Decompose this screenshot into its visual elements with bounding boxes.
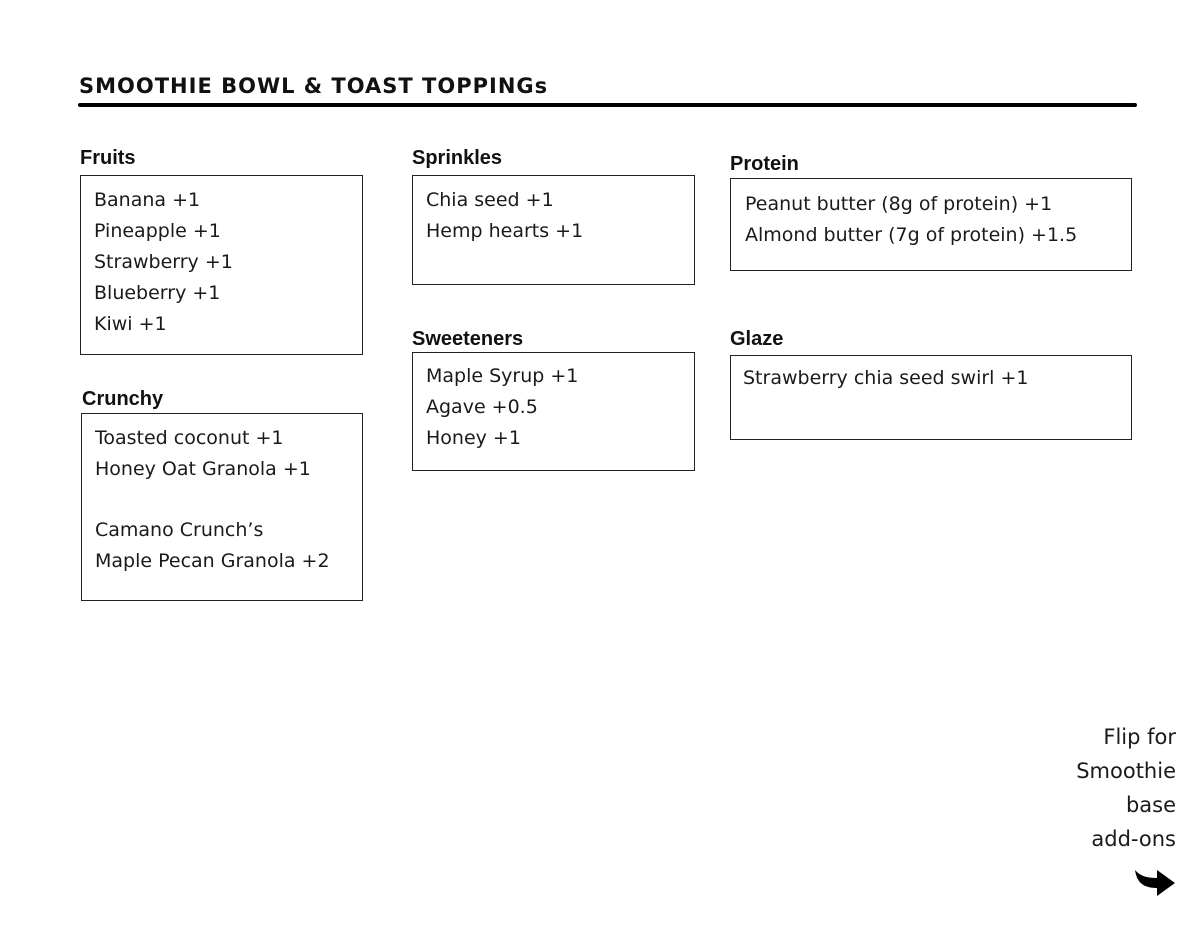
title-divider [78,103,1137,107]
list-item: Agave +0.5 [426,396,538,418]
list-item: Honey +1 [426,427,521,449]
crunchy-heading: Crunchy [82,388,164,410]
list-item: Camano Crunch’s [95,519,264,541]
list-item: Maple Syrup +1 [426,365,579,387]
sweeteners-box [412,352,695,471]
list-spacer [95,485,362,515]
list-item: Blueberry +1 [94,282,221,304]
flip-note-line: Smoothie [1076,759,1176,783]
crunchy-box [81,413,363,601]
list-item: Toasted coconut +1 [95,427,284,449]
list-item: Strawberry chia seed swirl +1 [743,367,1029,389]
fruits-heading: Fruits [80,147,136,169]
sweeteners-heading: Sweeteners [412,328,524,350]
flip-note-line: add-ons [1091,827,1176,851]
sprinkles-heading: Sprinkles [412,147,503,169]
sprinkles-box [412,175,695,285]
list-item: Chia seed +1 [426,189,554,211]
list-item: Strawberry +1 [94,251,233,273]
list-item: Peanut butter (8g of protein) +1 [745,193,1053,215]
list-item: Almond butter (7g of protein) +1.5 [745,224,1078,246]
glaze-heading: Glaze [730,328,784,350]
flip-note-line: Flip for [1103,725,1176,749]
list-item: Banana +1 [94,189,201,211]
curved-arrow-right-icon [1133,866,1177,904]
glaze-box [730,355,1132,440]
flip-note-line: base [1125,793,1176,817]
fruits-box [80,175,363,355]
protein-box [730,178,1132,271]
page-title: SMOOTHIE BOWL & TOAST TOPPINGs [79,74,549,98]
list-item: Maple Pecan Granola +2 [95,550,330,572]
flip-note [1076,720,1176,856]
protein-heading: Protein [730,153,799,175]
list-item: Pineapple +1 [94,220,221,242]
list-item: Hemp hearts +1 [426,220,584,242]
list-item: Honey Oat Granola +1 [95,458,311,480]
list-item: Kiwi +1 [94,313,167,335]
